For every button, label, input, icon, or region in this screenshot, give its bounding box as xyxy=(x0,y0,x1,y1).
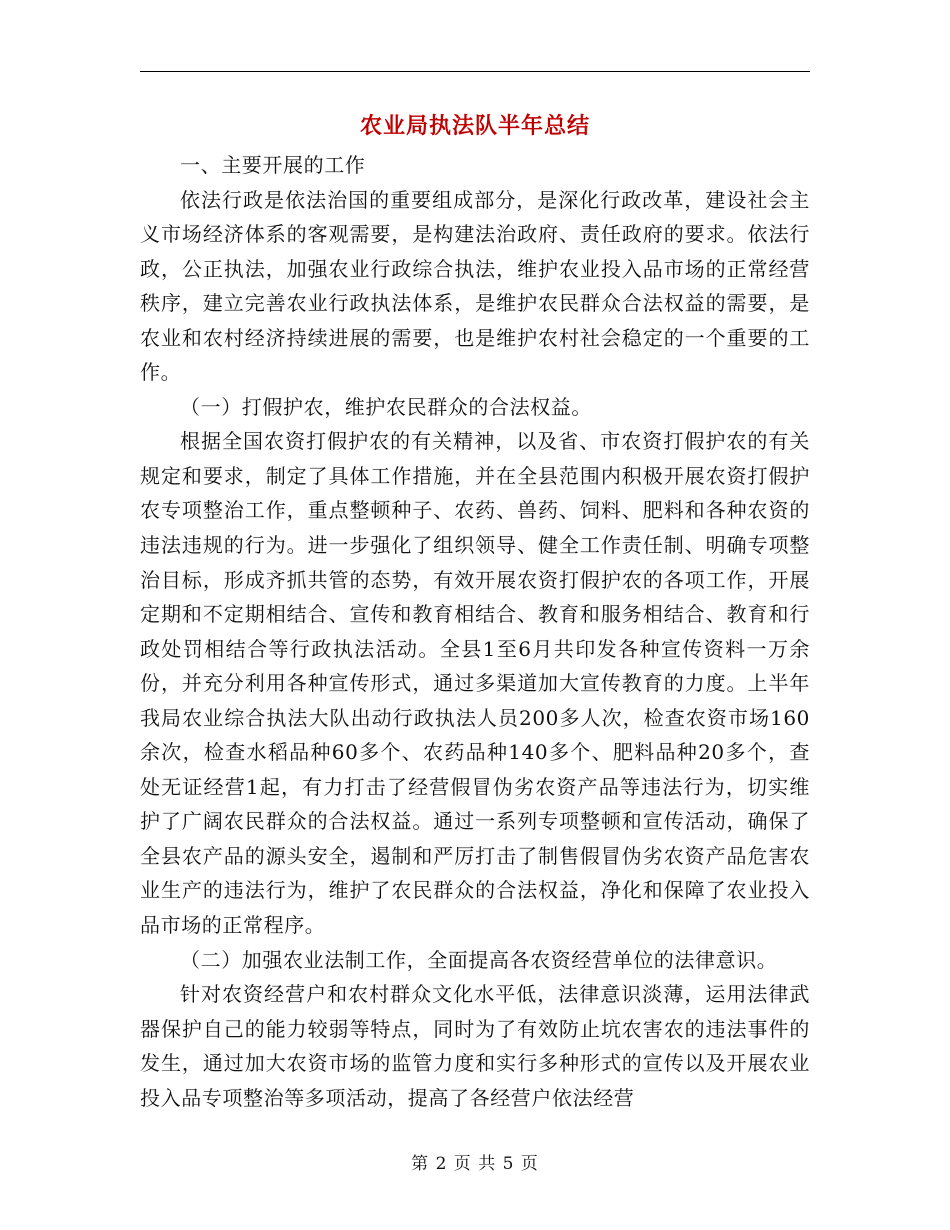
document-body xyxy=(140,148,810,1115)
footer-total-unit: 页 xyxy=(520,1154,539,1174)
footer-total-pages: 5 xyxy=(502,1154,515,1174)
section-heading: 一、主要开展的工作 xyxy=(180,153,366,177)
subsection-heading: （二）加强农业法制工作，全面提高各农资经营单位的法律意识。 xyxy=(180,947,778,972)
subsection-heading: （一）打假护农，维护农民群众的合法权益。 xyxy=(180,394,592,419)
header-rule xyxy=(140,71,810,72)
document-title: 农业局执法队半年总结 xyxy=(359,113,590,139)
body-paragraph: 针对农资经营户和农村群众文化水平低，法律意识淡薄，运用法律武器保护自己的能力较弱等特点，同时为了有效防止坑农害农的违法事件的发生，通过加大农资市场的监管力度和实行多种形式的宣传以及开展农业投入品专项整治等多项活动，提高了各经营户依法经营 xyxy=(140,982,810,1110)
footer-page-unit: 页 xyxy=(453,1154,472,1174)
page-footer xyxy=(0,1152,950,1176)
footer-total-label: 共 xyxy=(478,1154,497,1174)
body-paragraph: 根据全国农资打假护农的有关精神，以及省、市农资打假护农的有关规定和要求，制定了具体工作措施，并在全县范围内积极开展农资打假护农专项整治工作，重点整顿种子、农药、兽药、饲料、肥料和各种农资的违法违规的行为。进一步强化了组织领导、健全工作责任制、明确专项整治目标，形成齐抓共管的态势，有效开展农资打假护农的各项工作，开展定期和不定期相结合、宣传和教育相结合、教育和服务相结合、教育和行政处罚相结合等行政执法活动。全县1至6月共印发各种宣传资料一万余份，并充分利用各种宣传形式，通过多渠道加大宣传教育的力度。上半年我局农业综合执法大队出动行政执法人员200多人次，检查农资市场160余次，检查水稻品种60多个、农药品种140多个、肥料品种20多个，查处无证经营1起，有力打击了经营假冒伪劣农资产品等违法行为，切实维护了广阔农民群众的合法权益。通过一系列专项整顿和宣传活动，确保了全县农产品的源头安全，遏制和严厉打击了制售假冒伪劣农资产品危害农业生产的违法行为，维护了农民群众的合法权益，净化和保障了农业投入品市场的正常程序。 xyxy=(140,429,810,938)
footer-current-page: 2 xyxy=(435,1154,448,1174)
footer-page-label: 第 xyxy=(411,1154,430,1174)
body-paragraph: 依法行政是依法治国的重要组成部分，是深化行政改革，建设社会主义市场经济体系的客观需要，是构建法治政府、责任政府的要求。依法行政，公正执法，加强农业行政综合执法，维护农业投入品市场的正常经营秩序，建立完善农业行政执法体系，是维护农民群众合法权益的需要，是农业和农村经济持续进展的需要，也是维护农村社会稳定的一个重要的工作。 xyxy=(140,187,810,385)
